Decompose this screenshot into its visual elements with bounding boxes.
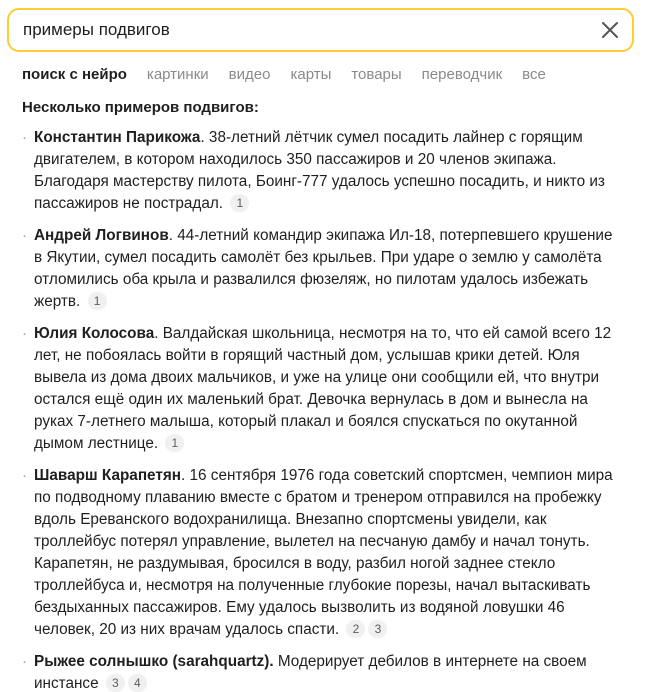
item-text: . 38-летний лётчик сумел посадить лайнер с горящим двигателем, в котором находилось 350 пассажиров и 20 членов экипажа. Благодаря мастерству пилота, Боинг-777 удалось успешно посадить, и никто из пассажиров не пострадал. — [34, 129, 605, 212]
bullet-icon: · — [22, 325, 27, 342]
source-ref-badge[interactable]: 3 — [368, 620, 387, 638]
item-name: Андрей Логвинов — [34, 227, 169, 244]
list-item — [22, 651, 622, 692]
list-item — [22, 323, 622, 455]
item-text: . 16 сентября 1976 года советский спортсмен, чемпион мира по подводному плаванию вместе с братом и тренером отправился на пробежку вдоль Ереванского водохранилища. Внезапно спортсмены увидели, как троллейбус потерял управление, вылетел на песчаную дамбу и начал тонуть. Карапетян, не раздумывая, бросился в воду, разбил ногой заднее стекло троллейбуса и, несмотря на полученные глубокие порезы, начал вытаскивать бездыханных пассажиров. Ему удалось вызволить из водяной ловушки 46 человек, 20 из них врачам удалось спасти. — [34, 467, 613, 638]
search-bar — [7, 8, 634, 52]
tab-neuro-search[interactable]: поиск с нейро — [22, 66, 127, 83]
search-input[interactable] — [23, 19, 583, 41]
source-ref-badge[interactable]: 1 — [88, 292, 107, 310]
item-text: Модерирует дебилов в интернете на своем инстансе — [34, 653, 587, 692]
close-icon — [598, 18, 622, 42]
item-text: . 44-летний командир экипажа Ил-18, потерпевшего крушение в Якутии, сумел посадить самолёт без крыльев. При ударе о землю у самолёта отломились оба крыла и развалился фюзеляж, но пилотам удалось избежать жертв. — [34, 227, 613, 310]
search-tabs — [22, 66, 645, 88]
bullet-icon: · — [22, 467, 27, 484]
source-ref-badge[interactable]: 2 — [346, 620, 365, 638]
clear-search-button[interactable] — [598, 18, 622, 42]
item-name: Рыжее солнышко (sarahquartz). — [34, 653, 274, 670]
tab-maps[interactable]: карты — [290, 66, 332, 83]
list-item — [22, 127, 622, 215]
list-item — [22, 225, 622, 313]
tab-all[interactable]: все — [522, 66, 546, 83]
item-name: Шаварш Карапетян — [34, 467, 182, 484]
source-ref-badge[interactable]: 4 — [128, 674, 147, 692]
tab-video[interactable]: видео — [228, 66, 271, 83]
ai-answer — [22, 98, 622, 692]
tab-images[interactable]: картинки — [146, 66, 209, 83]
bullet-icon: · — [22, 129, 27, 146]
item-name: Константин Парикожа — [34, 129, 201, 146]
list-item — [22, 465, 622, 641]
item-text: . Валдайская школьница, несмотря на то, что ей самой всего 12 лет, не побоялась войти в горящий частный дом, услышав крики детей. Юля вывела из дома двоих мальчиков, и уже на улице они сообщили ей, что внутри остался ещё один их маленький брат. Девочка вернулась в дом и вынесла на руках 7-летнего малыша, который плакал и боялся спускаться по окутанной дымом лестнице. — [34, 325, 612, 452]
tab-products[interactable]: товары — [351, 66, 402, 83]
bullet-icon: · — [22, 653, 27, 670]
source-ref-badge[interactable]: 1 — [165, 434, 184, 452]
item-name: Юлия Колосова — [34, 325, 155, 342]
source-ref-badge[interactable]: 1 — [230, 194, 249, 212]
tab-translator[interactable]: переводчик — [421, 66, 503, 83]
source-ref-badge[interactable]: 3 — [106, 674, 125, 692]
bullet-icon: · — [22, 227, 27, 244]
answer-heading: Несколько примеров подвигов: — [22, 99, 259, 116]
